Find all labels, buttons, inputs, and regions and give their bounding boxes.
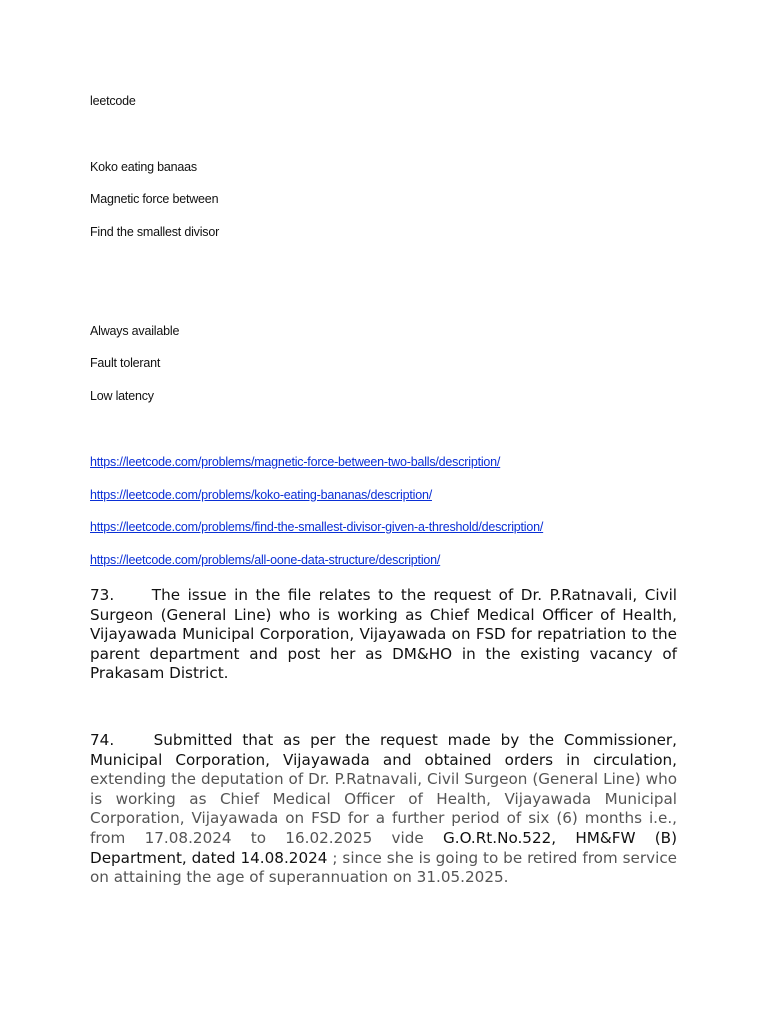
paragraph-73-number: 73.: [90, 586, 115, 604]
heading-leetcode: leetcode: [90, 94, 136, 108]
paragraph-74-part2: extending the deputation of Dr. P.Ratnavali, Civil Surgeon (General Line) who is working as Chief Medical Officer of Health, Vijayawada Municipal Corporation, Vijayawada on FSD for a further period of six (6) months i.e., from 17.08.2024 to 16.02.2025 vide: [90, 770, 677, 847]
paragraph-73-text: The issue in the file relates to the request of Dr. P.Ratnavali, Civil Surgeon (General Line) who is working as Chief Medical Officer of Health, Vijayawada Municipal Corporation, Vijayawada on FSD for repatriation to the parent department and post her as DM&HO in the existing vacancy of Prakasam District.: [90, 586, 678, 683]
link-all-oone-data-structure[interactable]: https://leetcode.com/problems/all-oone-data-structure/description/: [90, 553, 441, 567]
property-item: Low latency: [90, 389, 154, 403]
link-smallest-divisor[interactable]: https://leetcode.com/problems/find-the-smallest-divisor-given-a-threshold/description/: [90, 520, 544, 534]
paragraph-74-number: 74.: [90, 731, 115, 749]
paragraph-74-part4: ; since she is going to be retired from service on attaining the age of superannuation on 31.05.2025.: [90, 848, 678, 887]
link-koko-eating-bananas[interactable]: https://leetcode.com/problems/koko-eating-bananas/description/: [90, 488, 432, 502]
link-magnetic-force[interactable]: https://leetcode.com/problems/magnetic-force-between-two-balls/description/: [90, 455, 501, 469]
property-item: Always available: [90, 324, 180, 338]
problem-item: Magnetic force between: [90, 192, 219, 206]
paragraph-74: [90, 731, 677, 888]
paragraph-74-part1: Submitted that as per the request made by the Commissioner, Municipal Corporation, Vijayawada and obtained orders in circulation,: [90, 731, 677, 769]
property-item: Fault tolerant: [90, 356, 161, 370]
paragraph-74-go-reference: G.O.Rt.No.522, HM&FW (B) Department, dated 14.08.2024: [90, 828, 678, 867]
paragraph-73: [90, 586, 677, 684]
problem-item: Koko eating banaas: [90, 160, 197, 174]
problem-item: Find the smallest divisor: [90, 225, 220, 239]
